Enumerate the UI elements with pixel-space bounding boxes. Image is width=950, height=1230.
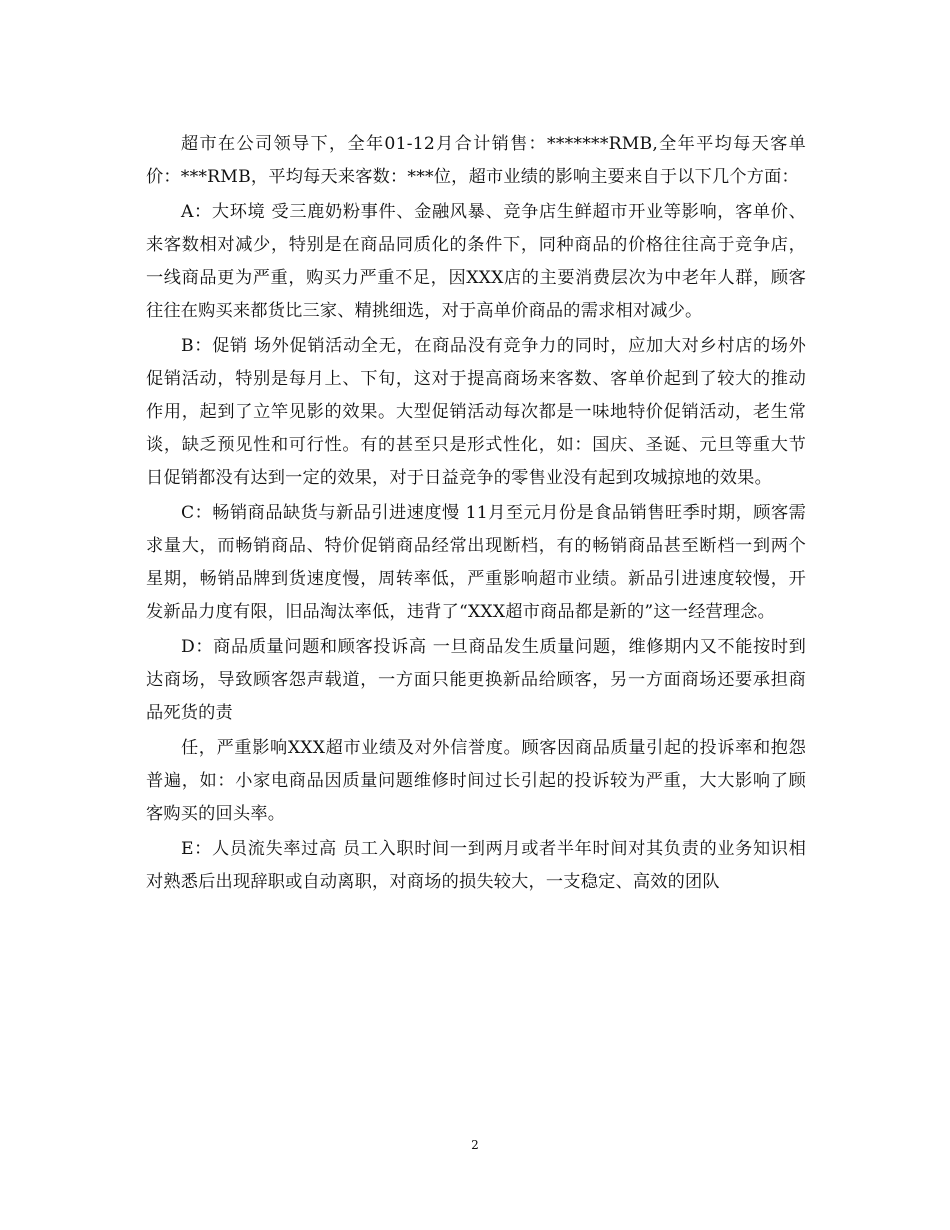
document-body: [146, 128, 806, 901]
paragraph-intro: 超市在公司领导下，全年01-12月合计销售：*******RMB,全年平均每天客单价：***RMB，平均每天来客数：***位，超市业绩的影响主要来自于以下几个方面：: [146, 134, 806, 187]
paragraph-a-environment: A：大环境 受三鹿奶粉事件、金融风暴、竞争店生鲜超市开业等影响，客单价、来客数相对减少，特别是在商品同质化的条件下，同种商品的价格往往高于竞争店，一线商品更为严重，购买力严重不足，因XXX店的主要消费层次为中老年人群，顾客往往在购买来都货比三家、精挑细选，对于高单价商品的需求相对减少。: [146, 202, 806, 321]
paragraph-c-stockout: C：畅销商品缺货与新品引进速度慢 11月至元月份是食品销售旺季时期，顾客需求量大，而畅销商品、特价促销商品经常出现断档，有的畅销商品甚至断档一到两个星期，畅销品牌到货速度慢，周转率低，严重影响超市业绩。新品引进速度较慢，开发新品力度有限，旧品淘汰率低，违背了“XXX超市商品都是新的”这一经营理念。: [146, 503, 806, 622]
paragraph-d-quality: D：商品质量问题和顾客投诉高 一旦商品发生质量问题，维修期内又不能按时到达商场，导致顾客怨声载道，一方面只能更换新品给顾客，另一方面商场还要承担商品死货的责: [146, 637, 806, 723]
page-number: 2: [471, 1138, 479, 1152]
paragraph-d-continued: 任，严重影响XXX超市业绩及对外信誉度。顾客因商品质量引起的投诉率和抱怨普遍，如：小家电商品因质量问题维修时间过长引起的投诉较为严重，大大影响了顾客购买的回头率。: [146, 738, 806, 824]
paragraph-b-promotion: B：促销 场外促销活动全无，在商品没有竞争力的同时，应加大对乡村店的场外促销活动，特别是每月上、下旬，这对于提高商场来客数、客单价起到了较大的推动作用，起到了立竿见影的效果。大型促销活动每次都是一味地特价促销活动，老生常谈，缺乏预见性和可行性。有的甚至只是形式性化，如：国庆、圣诞、元旦等重大节日促销都没有达到一定的效果，对于日益竞争的零售业没有起到攻城掠地的效果。: [146, 336, 806, 488]
paragraph-e-turnover: E：人员流失率过高 员工入职时间一到两月或者半年时间对其负责的业务知识相对熟悉后出现辞职或自动离职，对商场的损失较大，一支稳定、高效的团队: [146, 839, 806, 892]
